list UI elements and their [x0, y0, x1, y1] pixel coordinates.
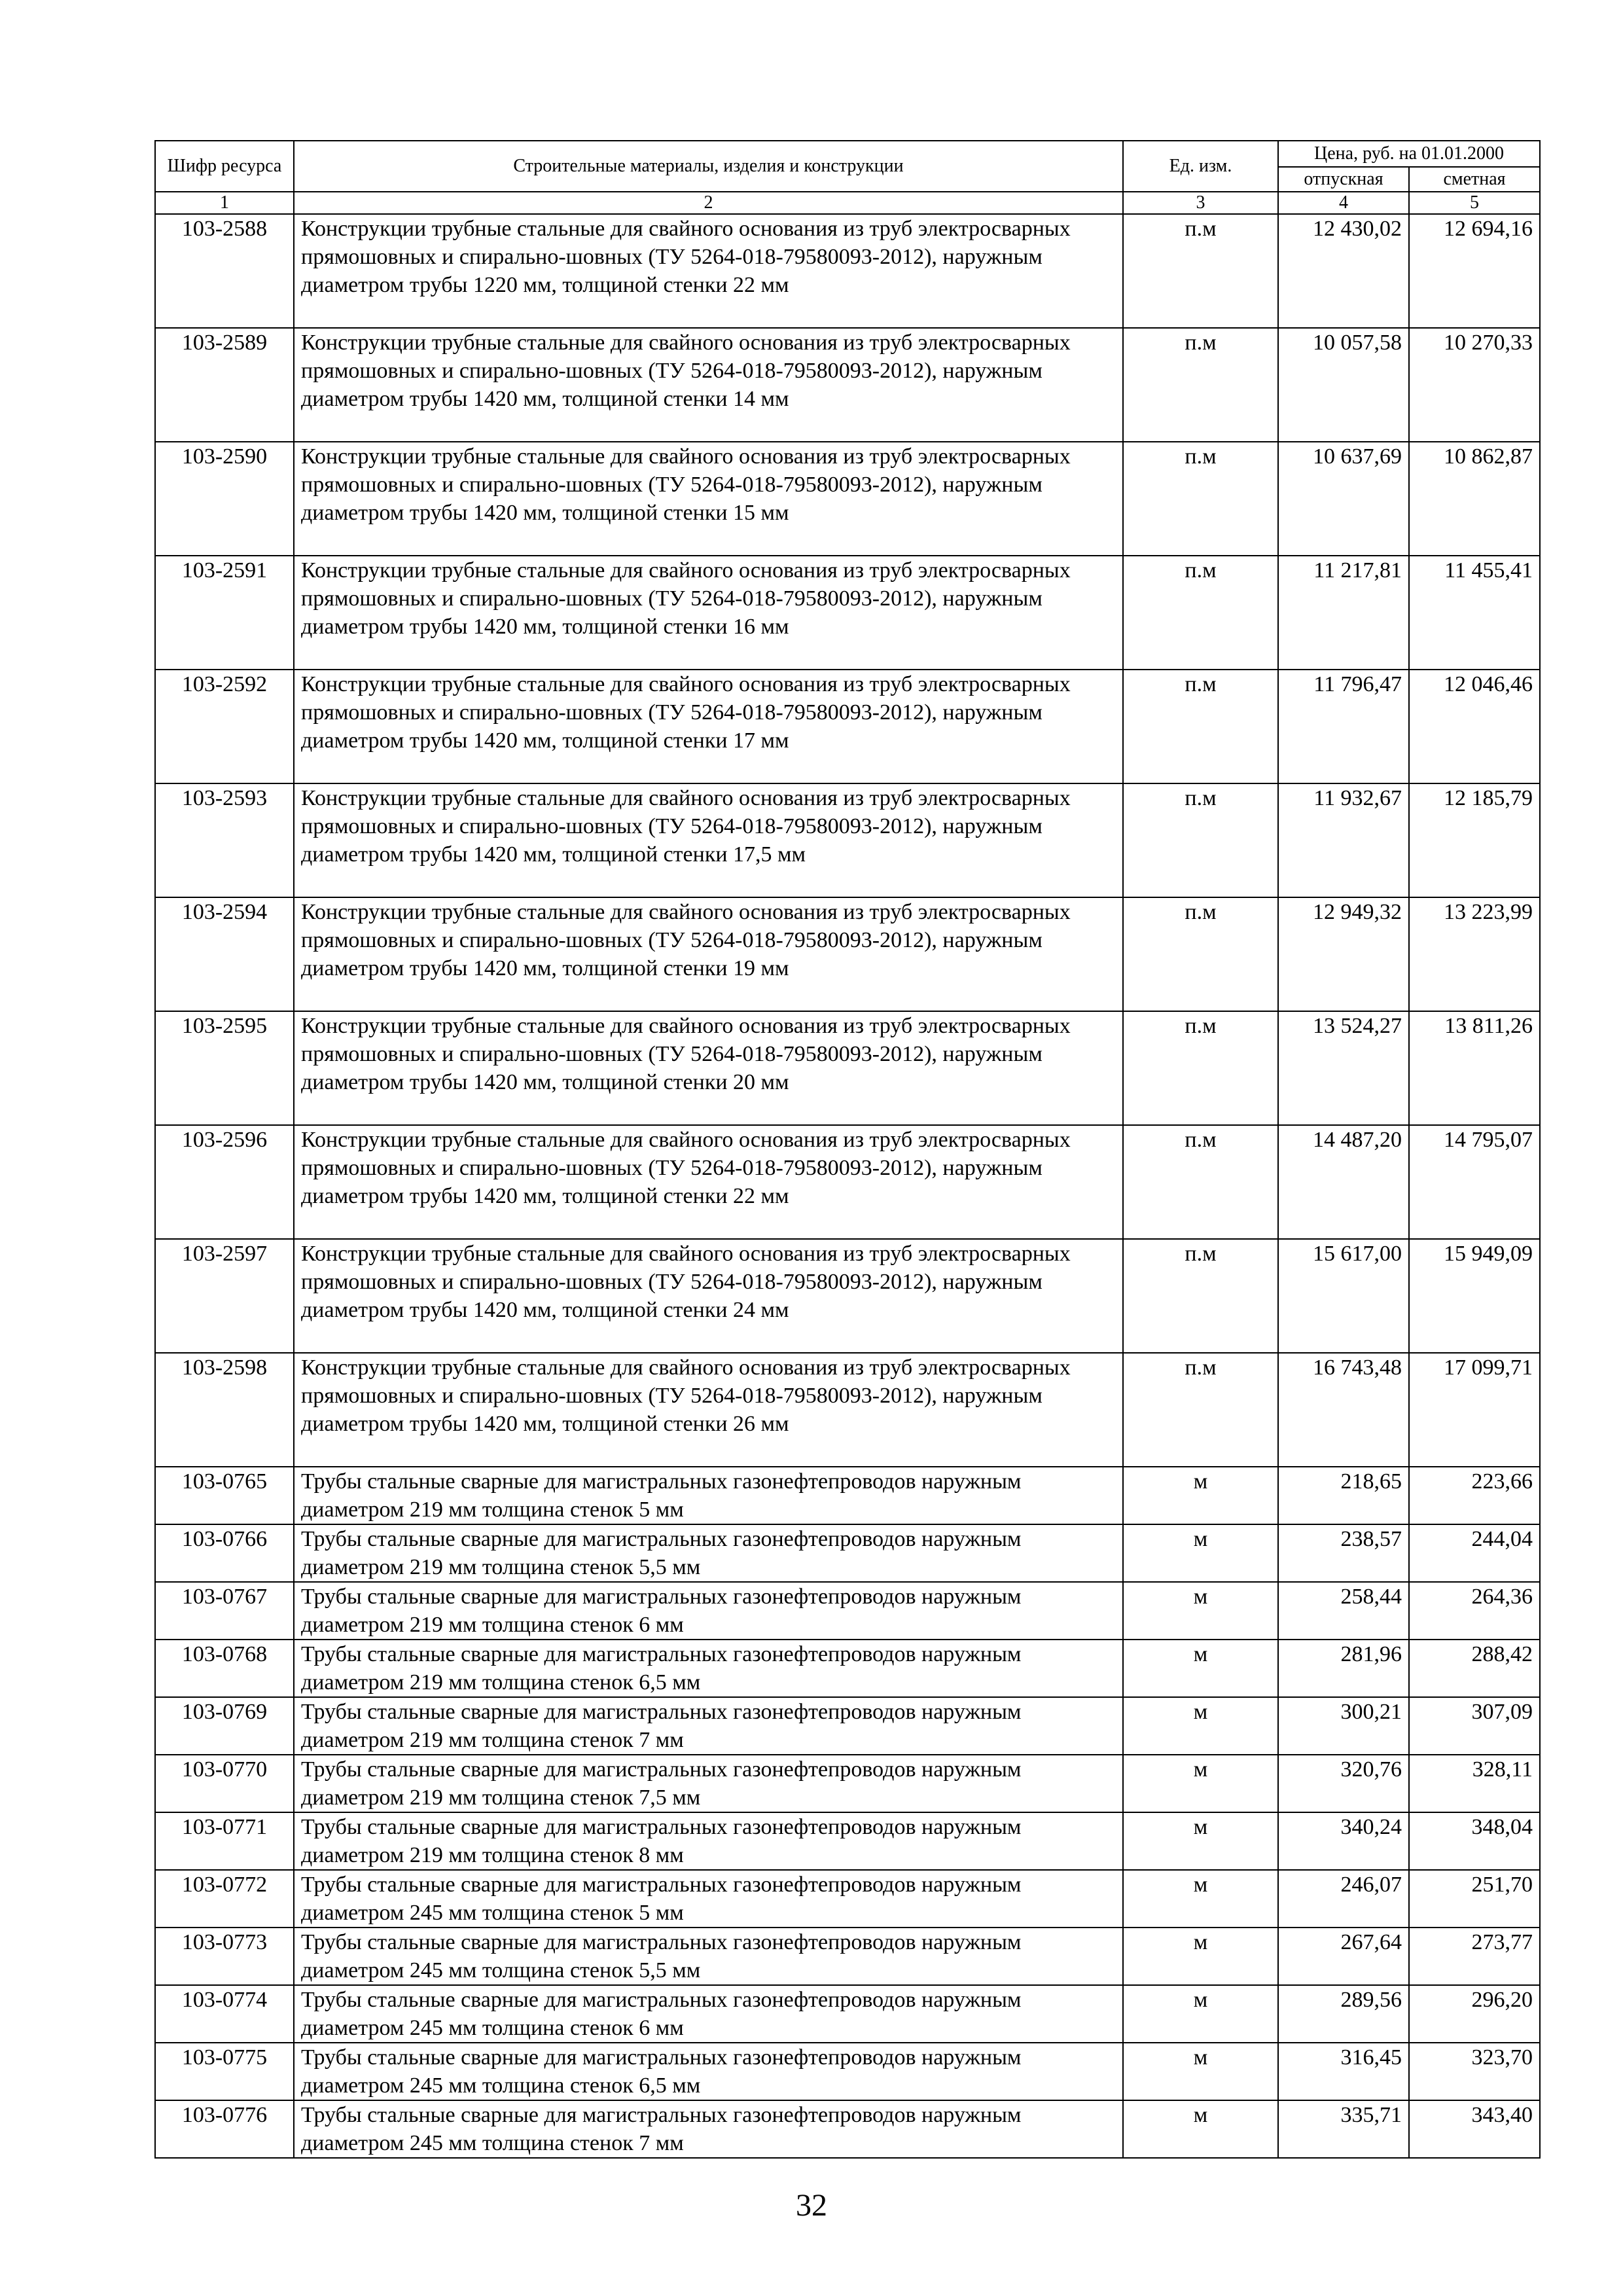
estimate-price-cell: 13 811,26	[1409, 1011, 1540, 1125]
material-name-cell: Трубы стальные сварные для магистральных газонефтепроводов наружным диаметром 219 мм толщина стенок 7 мм	[294, 1697, 1123, 1755]
table-row	[155, 1467, 1540, 1524]
release-price-cell: 246,07	[1278, 1870, 1409, 1928]
material-name-cell: Трубы стальные сварные для магистральных газонефтепроводов наружным диаметром 219 мм толщина стенок 6,5 мм	[294, 1640, 1123, 1697]
resource-code-cell: 103-0775	[155, 2043, 294, 2100]
unit-cell: п.м	[1123, 897, 1278, 1011]
release-price-cell: 14 487,20	[1278, 1125, 1409, 1239]
resource-code-cell: 103-2597	[155, 1239, 294, 1353]
table-row	[155, 670, 1540, 783]
release-price-cell: 267,64	[1278, 1928, 1409, 1985]
material-name-cell: Конструкции трубные стальные для свайного основания из труб электросварных прямошовных и спирально-шовных (ТУ 5264-018-79580093-2012), наружным диаметром трубы 1420 мм, толщиной стенки 26 мм	[294, 1353, 1123, 1467]
material-name-cell: Конструкции трубные стальные для свайного основания из труб электросварных прямошовных и спирально-шовных (ТУ 5264-018-79580093-2012), наружным диаметром трубы 1420 мм, толщиной стенки 24 мм	[294, 1239, 1123, 1353]
resource-code-cell: 103-2593	[155, 783, 294, 897]
table-row	[155, 556, 1540, 670]
resource-code-cell: 103-0765	[155, 1467, 294, 1524]
release-price-cell: 340,24	[1278, 1812, 1409, 1870]
resource-code-cell: 103-0770	[155, 1755, 294, 1812]
release-price-cell: 289,56	[1278, 1985, 1409, 2043]
unit-cell: п.м	[1123, 1239, 1278, 1353]
estimate-price-cell: 12 046,46	[1409, 670, 1540, 783]
estimate-price-cell: 288,42	[1409, 1640, 1540, 1697]
resource-code-cell: 103-2589	[155, 328, 294, 442]
release-price-cell: 281,96	[1278, 1640, 1409, 1697]
table-row	[155, 328, 1540, 442]
material-name-cell: Трубы стальные сварные для магистральных газонефтепроводов наружным диаметром 245 мм толщина стенок 6 мм	[294, 1985, 1123, 2043]
resource-code-cell: 103-2592	[155, 670, 294, 783]
estimate-price-cell: 273,77	[1409, 1928, 1540, 1985]
table-row	[155, 897, 1540, 1011]
resource-code-cell: 103-2594	[155, 897, 294, 1011]
unit-cell: м	[1123, 1697, 1278, 1755]
column-number: 2	[294, 192, 1123, 214]
estimate-price-cell: 10 862,87	[1409, 442, 1540, 556]
resource-code-cell: 103-0769	[155, 1697, 294, 1755]
material-name-cell: Трубы стальные сварные для магистральных газонефтепроводов наружным диаметром 219 мм толщина стенок 6 мм	[294, 1582, 1123, 1640]
estimate-price-cell: 12 185,79	[1409, 783, 1540, 897]
unit-cell: п.м	[1123, 1353, 1278, 1467]
estimate-price-cell: 264,36	[1409, 1582, 1540, 1640]
material-name-cell: Конструкции трубные стальные для свайного основания из труб электросварных прямошовных и спирально-шовных (ТУ 5264-018-79580093-2012), наружным диаметром трубы 1420 мм, толщиной стенки 15 мм	[294, 442, 1123, 556]
header-materials: Строительные материалы, изделия и конструкции	[294, 141, 1123, 192]
table-row	[155, 1928, 1540, 1985]
table-row	[155, 1011, 1540, 1125]
release-price-cell: 12 949,32	[1278, 897, 1409, 1011]
release-price-cell: 320,76	[1278, 1755, 1409, 1812]
release-price-cell: 300,21	[1278, 1697, 1409, 1755]
price-table-sheet	[154, 140, 1539, 2159]
material-name-cell: Трубы стальные сварные для магистральных газонефтепроводов наружным диаметром 219 мм толщина стенок 5,5 мм	[294, 1524, 1123, 1582]
resource-code-cell: 103-2595	[155, 1011, 294, 1125]
table-body	[155, 214, 1540, 2158]
unit-cell: п.м	[1123, 214, 1278, 328]
resource-code-cell: 103-0776	[155, 2100, 294, 2158]
material-name-cell: Конструкции трубные стальные для свайного основания из труб электросварных прямошовных и спирально-шовных (ТУ 5264-018-79580093-2012), наружным диаметром трубы 1420 мм, толщиной стенки 16 мм	[294, 556, 1123, 670]
release-price-cell: 12 430,02	[1278, 214, 1409, 328]
unit-cell: п.м	[1123, 1125, 1278, 1239]
column-number: 4	[1278, 192, 1409, 214]
header-estimate-price: сметная	[1409, 167, 1540, 192]
estimate-price-cell: 10 270,33	[1409, 328, 1540, 442]
estimate-price-cell: 307,09	[1409, 1697, 1540, 1755]
unit-cell: м	[1123, 2043, 1278, 2100]
header-resource-code: Шифр ресурса	[155, 141, 294, 192]
resource-code-cell: 103-2590	[155, 442, 294, 556]
estimate-price-cell: 328,11	[1409, 1755, 1540, 1812]
material-name-cell: Трубы стальные сварные для магистральных газонефтепроводов наружным диаметром 219 мм толщина стенок 8 мм	[294, 1812, 1123, 1870]
column-number: 5	[1409, 192, 1540, 214]
material-name-cell: Конструкции трубные стальные для свайного основания из труб электросварных прямошовных и спирально-шовных (ТУ 5264-018-79580093-2012), наружным диаметром трубы 1420 мм, толщиной стенки 19 мм	[294, 897, 1123, 1011]
resource-code-cell: 103-0772	[155, 1870, 294, 1928]
table-row	[155, 2043, 1540, 2100]
release-price-cell: 10 057,58	[1278, 328, 1409, 442]
resource-code-cell: 103-0766	[155, 1524, 294, 1582]
material-name-cell: Конструкции трубные стальные для свайного основания из труб электросварных прямошовных и спирально-шовных (ТУ 5264-018-79580093-2012), наружным диаметром трубы 1220 мм, толщиной стенки 22 мм	[294, 214, 1123, 328]
material-name-cell: Конструкции трубные стальные для свайного основания из труб электросварных прямошовных и спирально-шовных (ТУ 5264-018-79580093-2012), наружным диаметром трубы 1420 мм, толщиной стенки 14 мм	[294, 328, 1123, 442]
unit-cell: п.м	[1123, 442, 1278, 556]
estimate-price-cell: 13 223,99	[1409, 897, 1540, 1011]
unit-cell: м	[1123, 1755, 1278, 1812]
table-row	[155, 1524, 1540, 1582]
header-release-price: отпускная	[1278, 167, 1409, 192]
table-row	[155, 1582, 1540, 1640]
header-price: Цена, руб. на 01.01.2000	[1278, 141, 1540, 167]
table-row	[155, 1985, 1540, 2043]
unit-cell: п.м	[1123, 670, 1278, 783]
unit-cell: м	[1123, 1812, 1278, 1870]
resource-code-cell: 103-2596	[155, 1125, 294, 1239]
estimate-price-cell: 15 949,09	[1409, 1239, 1540, 1353]
estimate-price-cell: 244,04	[1409, 1524, 1540, 1582]
table-row	[155, 442, 1540, 556]
release-price-cell: 11 217,81	[1278, 556, 1409, 670]
table-row	[155, 1239, 1540, 1353]
resource-code-cell: 103-0767	[155, 1582, 294, 1640]
column-number: 3	[1123, 192, 1278, 214]
unit-cell: п.м	[1123, 783, 1278, 897]
price-table	[154, 140, 1541, 2159]
table-row	[155, 214, 1540, 328]
table-row	[155, 1697, 1540, 1755]
estimate-price-cell: 343,40	[1409, 2100, 1540, 2158]
material-name-cell: Конструкции трубные стальные для свайного основания из труб электросварных прямошовных и спирально-шовных (ТУ 5264-018-79580093-2012), наружным диаметром трубы 1420 мм, толщиной стенки 22 мм	[294, 1125, 1123, 1239]
resource-code-cell: 103-2598	[155, 1353, 294, 1467]
table-row	[155, 1755, 1540, 1812]
material-name-cell: Трубы стальные сварные для магистральных газонефтепроводов наружным диаметром 219 мм толщина стенок 5 мм	[294, 1467, 1123, 1524]
release-price-cell: 218,65	[1278, 1467, 1409, 1524]
unit-cell: м	[1123, 1870, 1278, 1928]
resource-code-cell: 103-2591	[155, 556, 294, 670]
estimate-price-cell: 251,70	[1409, 1870, 1540, 1928]
unit-cell: м	[1123, 1467, 1278, 1524]
column-number-row	[155, 192, 1540, 214]
header-unit: Ед. изм.	[1123, 141, 1278, 192]
unit-cell: м	[1123, 1985, 1278, 2043]
release-price-cell: 13 524,27	[1278, 1011, 1409, 1125]
release-price-cell: 238,57	[1278, 1524, 1409, 1582]
resource-code-cell: 103-0773	[155, 1928, 294, 1985]
release-price-cell: 15 617,00	[1278, 1239, 1409, 1353]
material-name-cell: Трубы стальные сварные для магистральных газонефтепроводов наружным диаметром 245 мм толщина стенок 5,5 мм	[294, 1928, 1123, 1985]
material-name-cell: Конструкции трубные стальные для свайного основания из труб электросварных прямошовных и спирально-шовных (ТУ 5264-018-79580093-2012), наружным диаметром трубы 1420 мм, толщиной стенки 17 мм	[294, 670, 1123, 783]
material-name-cell: Конструкции трубные стальные для свайного основания из труб электросварных прямошовных и спирально-шовных (ТУ 5264-018-79580093-2012), наружным диаметром трубы 1420 мм, толщиной стенки 17,5 мм	[294, 783, 1123, 897]
table-row	[155, 783, 1540, 897]
estimate-price-cell: 323,70	[1409, 2043, 1540, 2100]
estimate-price-cell: 223,66	[1409, 1467, 1540, 1524]
resource-code-cell: 103-0771	[155, 1812, 294, 1870]
resource-code-cell: 103-0768	[155, 1640, 294, 1697]
estimate-price-cell: 296,20	[1409, 1985, 1540, 2043]
release-price-cell: 16 743,48	[1278, 1353, 1409, 1467]
release-price-cell: 11 932,67	[1278, 783, 1409, 897]
estimate-price-cell: 17 099,71	[1409, 1353, 1540, 1467]
page-number: 32	[796, 2188, 827, 2223]
material-name-cell: Трубы стальные сварные для магистральных газонефтепроводов наружным диаметром 245 мм толщина стенок 5 мм	[294, 1870, 1123, 1928]
unit-cell: п.м	[1123, 328, 1278, 442]
unit-cell: м	[1123, 1582, 1278, 1640]
table-row	[155, 1353, 1540, 1467]
table-row	[155, 1640, 1540, 1697]
estimate-price-cell: 14 795,07	[1409, 1125, 1540, 1239]
material-name-cell: Трубы стальные сварные для магистральных газонефтепроводов наружным диаметром 245 мм толщина стенок 6,5 мм	[294, 2043, 1123, 2100]
release-price-cell: 258,44	[1278, 1582, 1409, 1640]
resource-code-cell: 103-2588	[155, 214, 294, 328]
unit-cell: м	[1123, 1928, 1278, 1985]
release-price-cell: 11 796,47	[1278, 670, 1409, 783]
table-row	[155, 1812, 1540, 1870]
estimate-price-cell: 348,04	[1409, 1812, 1540, 1870]
release-price-cell: 316,45	[1278, 2043, 1409, 2100]
material-name-cell: Трубы стальные сварные для магистральных газонефтепроводов наружным диаметром 245 мм толщина стенок 7 мм	[294, 2100, 1123, 2158]
resource-code-cell: 103-0774	[155, 1985, 294, 2043]
release-price-cell: 10 637,69	[1278, 442, 1409, 556]
unit-cell: п.м	[1123, 1011, 1278, 1125]
unit-cell: м	[1123, 2100, 1278, 2158]
material-name-cell: Трубы стальные сварные для магистральных газонефтепроводов наружным диаметром 219 мм толщина стенок 7,5 мм	[294, 1755, 1123, 1812]
estimate-price-cell: 12 694,16	[1409, 214, 1540, 328]
unit-cell: м	[1123, 1640, 1278, 1697]
table-row	[155, 1870, 1540, 1928]
table-row	[155, 2100, 1540, 2158]
material-name-cell: Конструкции трубные стальные для свайного основания из труб электросварных прямошовных и спирально-шовных (ТУ 5264-018-79580093-2012), наружным диаметром трубы 1420 мм, толщиной стенки 20 мм	[294, 1011, 1123, 1125]
table-row	[155, 1125, 1540, 1239]
release-price-cell: 335,71	[1278, 2100, 1409, 2158]
unit-cell: м	[1123, 1524, 1278, 1582]
estimate-price-cell: 11 455,41	[1409, 556, 1540, 670]
unit-cell: п.м	[1123, 556, 1278, 670]
column-number: 1	[155, 192, 294, 214]
